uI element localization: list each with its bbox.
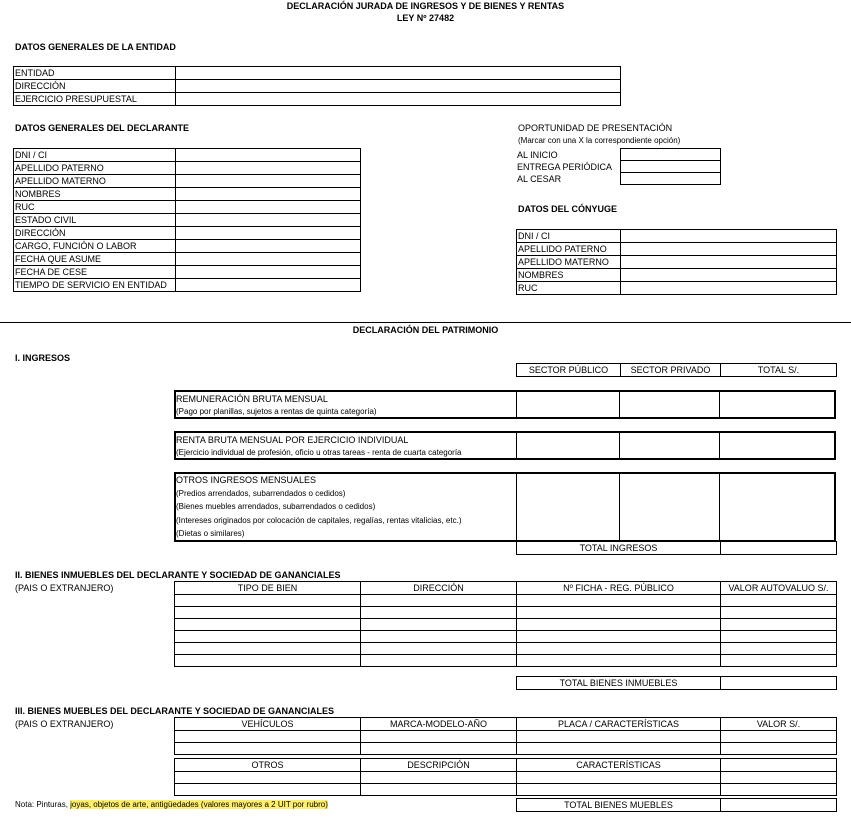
- spouse-row: APELLIDO PATERNO: [517, 243, 837, 256]
- entity-table: [13, 66, 621, 106]
- col-total: TOTAL S/.: [721, 364, 837, 377]
- spouse-heading: DATOS DEL CÓNYUGE: [518, 204, 618, 214]
- declarant-dni-field[interactable]: [176, 149, 361, 162]
- form-title: DECLARACIÓN JURADA DE INGRESOS Y DE BIENES Y RENTAS: [286, 1, 565, 11]
- entity-row: ENTIDAD: [14, 67, 621, 80]
- total-movables-label: TOTAL BIENES MUEBLES: [517, 799, 721, 812]
- declarant-row: CARGO, FUNCIÓN O LABOR: [14, 240, 361, 253]
- table-row: [175, 655, 837, 667]
- table-row: [175, 772, 837, 784]
- table-row: [175, 743, 837, 755]
- table-row: [175, 643, 837, 655]
- table-row: [175, 631, 837, 643]
- others-table: OTROS DESCRIPCIÓN CARACTERÍSTICAS: [174, 758, 837, 796]
- declarant-row: ESTADO CIVIL: [14, 214, 361, 227]
- presentation-option: ENTREGA PERIÓDICA: [517, 161, 613, 172]
- movables-sub: (PAIS O EXTRANJERO): [15, 719, 114, 729]
- declarant-row: FECHA DE CESE: [14, 266, 361, 279]
- table-row: [175, 595, 837, 607]
- spouse-dni-field[interactable]: [621, 230, 837, 243]
- real-estate-heading: II. BIENES INMUEBLES DEL DECLARANTE Y SOCIEDAD DE GANANCIALES: [15, 570, 341, 580]
- income-heading: I. INGRESOS: [15, 353, 71, 363]
- income-block-title: REMUNERACIÓN BRUTA MENSUAL: [176, 394, 328, 404]
- income-total: [516, 541, 837, 555]
- declarant-row: APELLIDO MATERNO: [14, 175, 361, 188]
- footnote: Nota: Pinturas, joyas, objetos de arte, antigüedades (valores mayores a 2 UIT por rubro): [15, 800, 328, 809]
- declarant-names-field[interactable]: [176, 188, 361, 201]
- declarant-heading: DATOS GENERALES DEL DECLARANTE: [15, 123, 190, 133]
- movables-heading: III. BIENES MUEBLES DEL DECLARANTE Y SOCIEDAD DE GANANCIALES: [15, 706, 335, 716]
- declarant-row: RUC: [14, 201, 361, 214]
- spouse-row: RUC: [517, 282, 837, 295]
- presentation-note: (Marcar con una X la correspondiente opción): [518, 136, 681, 145]
- table-row: [175, 607, 837, 619]
- income-block-note: (Bienes muebles arrendados, subarrendados o cedidos): [176, 502, 376, 511]
- option-end-checkbox[interactable]: [620, 173, 720, 185]
- spouse-maternal-field[interactable]: [621, 256, 837, 269]
- entity-value-field[interactable]: [176, 67, 621, 80]
- table-row: [175, 731, 837, 743]
- income-block-note: (Ejercicio individual de profesión, oficio u otras tareas - renta de cuarta categoría: [176, 448, 462, 457]
- declarant-table: [13, 148, 361, 292]
- entity-heading: DATOS GENERALES DE LA ENTIDAD: [15, 42, 176, 52]
- presentation-heading: OPORTUNIDAD DE PRESENTACIÓN: [518, 123, 673, 133]
- footnote-highlight: joyas, objetos de arte, antigüedades (valores mayores a 2 UIT por rubro): [70, 800, 328, 809]
- table-row: [175, 619, 837, 631]
- budget-year-field[interactable]: [176, 93, 621, 106]
- declarant-row: DNI / CI: [14, 149, 361, 162]
- spouse-ruc-field[interactable]: [621, 282, 837, 295]
- entity-row: DIRECCIÓN: [14, 80, 621, 93]
- declarant-row: FECHA QUE ASUME: [14, 253, 361, 266]
- entity-address-field[interactable]: [176, 80, 621, 93]
- total-real-estate-label: TOTAL BIENES INMUEBLES: [517, 677, 721, 690]
- real-estate-table: TIPO DE BIEN DIRECCIÓN Nº FICHA - REG. PÚBLICO VALOR AUTOVALUO S/.: [174, 581, 837, 667]
- option-periodic-checkbox[interactable]: [620, 161, 720, 173]
- presentation-option: AL CESAR: [517, 173, 562, 184]
- patrimony-heading: DECLARACIÓN DEL PATRIMONIO: [352, 325, 499, 335]
- declarant-paternal-field[interactable]: [176, 162, 361, 175]
- law-number: LEY Nº 27482: [396, 13, 455, 23]
- spouse-names-field[interactable]: [621, 269, 837, 282]
- real-estate-sub: (PAIS O EXTRANJERO): [15, 583, 114, 593]
- income-block-note: (Dietas o similares): [176, 529, 245, 538]
- spouse-row: NOMBRES: [517, 269, 837, 282]
- declarant-service-field[interactable]: [176, 279, 361, 292]
- spouse-row: APELLIDO MATERNO: [517, 256, 837, 269]
- declarant-start-field[interactable]: [176, 253, 361, 266]
- declarant-end-field[interactable]: [176, 266, 361, 279]
- income-block-title: RENTA BRUTA MENSUAL POR EJERCICIO INDIVIDUAL: [176, 435, 409, 445]
- income-block-note: (Intereses originados por colocación de capitales, regalías, rentas vitalicias, etc.): [176, 516, 462, 525]
- declarant-row: APELLIDO PATERNO: [14, 162, 361, 175]
- declarant-address-field[interactable]: [176, 227, 361, 240]
- income-block-title: OTROS INGRESOS MENSUALES: [176, 475, 317, 485]
- real-estate-total: [516, 676, 837, 690]
- declarant-position-field[interactable]: [176, 240, 361, 253]
- presentation-option: AL INICIO: [517, 149, 558, 160]
- total-income-field[interactable]: [721, 542, 837, 555]
- declarant-maternal-field[interactable]: [176, 175, 361, 188]
- total-movables-field[interactable]: [721, 799, 837, 812]
- total-income-label: TOTAL INGRESOS: [517, 542, 721, 555]
- spouse-row: DNI / CI: [517, 230, 837, 243]
- spouse-table: [516, 229, 837, 295]
- table-row: [175, 784, 837, 796]
- vehicles-table: VEHÍCULOS MARCA-MODELO-AÑO PLACA / CARACTERÍSTICAS VALOR S/.: [174, 717, 837, 755]
- movables-total: [516, 798, 837, 812]
- income-columns: [516, 363, 837, 377]
- col-public: SECTOR PÚBLICO: [517, 364, 621, 377]
- income-block-note: (Predios arrendados, subarrendados o cedidos): [176, 489, 346, 498]
- presentation-table: [516, 148, 721, 185]
- income-block-note: (Pago por planillas, sujetos a rentas de quinta categoría): [176, 407, 377, 416]
- declarant-ruc-field[interactable]: [176, 201, 361, 214]
- declarant-row: NOMBRES: [14, 188, 361, 201]
- option-start-checkbox[interactable]: [620, 149, 720, 161]
- declarant-row: DIRECCIÓN: [14, 227, 361, 240]
- col-private: SECTOR PRIVADO: [621, 364, 721, 377]
- declarant-row: TIEMPO DE SERVICIO EN ENTIDAD: [14, 279, 361, 292]
- declarant-civil-field[interactable]: [176, 214, 361, 227]
- section-divider: [0, 322, 851, 323]
- total-real-estate-field[interactable]: [721, 677, 837, 690]
- spouse-paternal-field[interactable]: [621, 243, 837, 256]
- entity-row: EJERCICIO PRESUPUESTAL: [14, 93, 621, 106]
